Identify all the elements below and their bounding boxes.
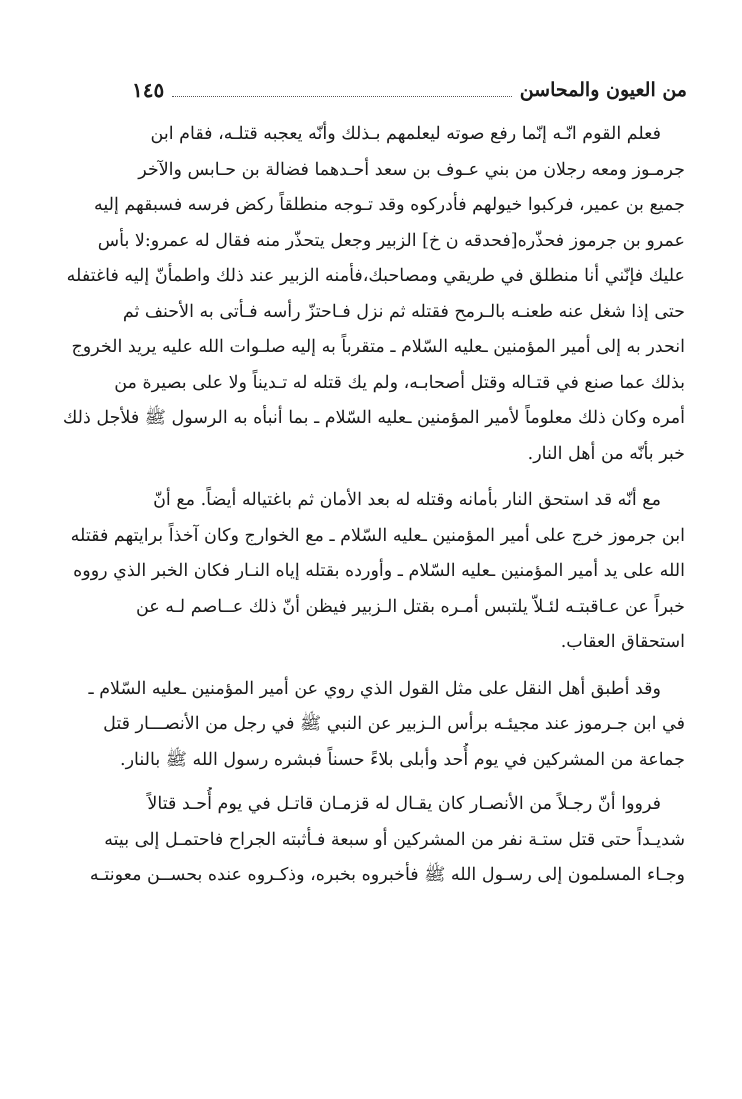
text-line: مع أنّه قد استحق النار بأمانه وقتله له بعد الأمان ثم باغتياله أيضاً. مع أنّ bbox=[153, 490, 661, 510]
text-line: ابن جرموز خرج على أمير المؤمنين ـعليه السّلام ـ مع الخوارج وكان آخذاً برايتهم فقتله bbox=[70, 525, 685, 546]
text-line: وقد أطبق أهل النقل على مثل القول الذي روي عن أمير المؤمنين ـعليه السّلام ـ bbox=[88, 678, 661, 699]
text-line: شديـداً حتى قتل ستـة نفر من المشركين أو سبعة فـأثبته الجراح فاحتمـل إلى بيته bbox=[104, 829, 685, 850]
text-line: في ابن جـرموز عند مجيئـه برأس الـزبير عن النبي ﷺ في رجل من الأنصـــار قتل bbox=[103, 714, 685, 734]
text-line: وجـاء المسلمون إلى رسـول الله ﷺ فأخبروه بخبره، وذكـروه عنده بحســن معونتـه bbox=[89, 865, 685, 885]
text-line: انحدر به إلى أمير المؤمنين ـعليه السّلام ـ متقرباً به إليه صلـوات الله عليه يريد الخروج bbox=[71, 337, 685, 357]
text-line: استحقاق العقاب. bbox=[560, 632, 685, 652]
text-line: خبر بأنّه من أهل النار. bbox=[527, 443, 685, 464]
body-text bbox=[58, 117, 685, 894]
text-line: جماعة من المشركين في يوم أُحد وأبلى بلاءً حسناً فبشره رسول الله ﷺ بالنار. bbox=[120, 749, 685, 770]
text-line: فرووا أنّ رجـلاً من الأنصـار كان يقـال له قزمـان قاتـل في يوم أُحـد قتالاً bbox=[147, 794, 661, 814]
text-line: فعلم القوم انّـه إنّما رفع صوته ليعلمهم بـذلك وأنّه يعجبه قتلـه، فقام ابن bbox=[150, 124, 661, 144]
running-title: من العيون والمحاسن bbox=[519, 79, 687, 101]
text-line: عمرو بن جرموز فحذّره[فحدقه ن خ] الزبير وجعل يتحذّر منه فقال له عمرو:لا بأس bbox=[97, 230, 685, 251]
paragraph-3 bbox=[58, 672, 685, 779]
text-line: جميع بن عمير، فركبوا خيولهم فأدركوه وقد تـوجه منطلقاً ركض فرسه فسبقهم إليه bbox=[93, 195, 685, 215]
running-header bbox=[132, 74, 687, 106]
header-dotted-rule bbox=[172, 96, 511, 97]
paragraph-2 bbox=[58, 483, 685, 661]
text-line: حتى إذا شغل عنه طعنـه بالـرمح فقتله ثم نزل فـاحتزّ رأسه فـأتى به الأحنف ثم bbox=[122, 301, 685, 322]
paragraph-1 bbox=[58, 117, 685, 472]
page-number: ١٤٥ bbox=[132, 78, 165, 102]
text-line: الله على يد أمير المؤمنين ـعليه السّلام ـ وأورده بقتله إياه النـار فكان الخبر الذي رووه bbox=[73, 561, 685, 581]
text-line: بذلك عما صنع في قتـاله وقتل أصحابـه، ولم يك قتله له تـديناً ولا على بصيرة من bbox=[114, 372, 685, 393]
text-line: أمره وكان ذلك معلوماً لأمير المؤمنين ـعليه السّلام ـ بما أنبأه به الرسول ﷺ فلأجل ذلك bbox=[62, 408, 685, 428]
text-line: جرمـوز ومعه رجلان من بني عـوف بن سعد أحـدهما فضالة بن حـابس والآخر bbox=[138, 159, 685, 180]
text-line: عليك فإنّني أنا منطلق في طريقي ومصاحبك،فأمنه الزبير عند ذلك واطمأنّ إليه فاغتفله bbox=[66, 266, 685, 286]
paragraph-4 bbox=[58, 787, 685, 894]
text-line: خبراً عن عـاقبتـه لئـلاّ يلتبس أمـره بقتل الـزبير فيظن أنّ ذلك عــاصم لـه عن bbox=[135, 596, 685, 617]
